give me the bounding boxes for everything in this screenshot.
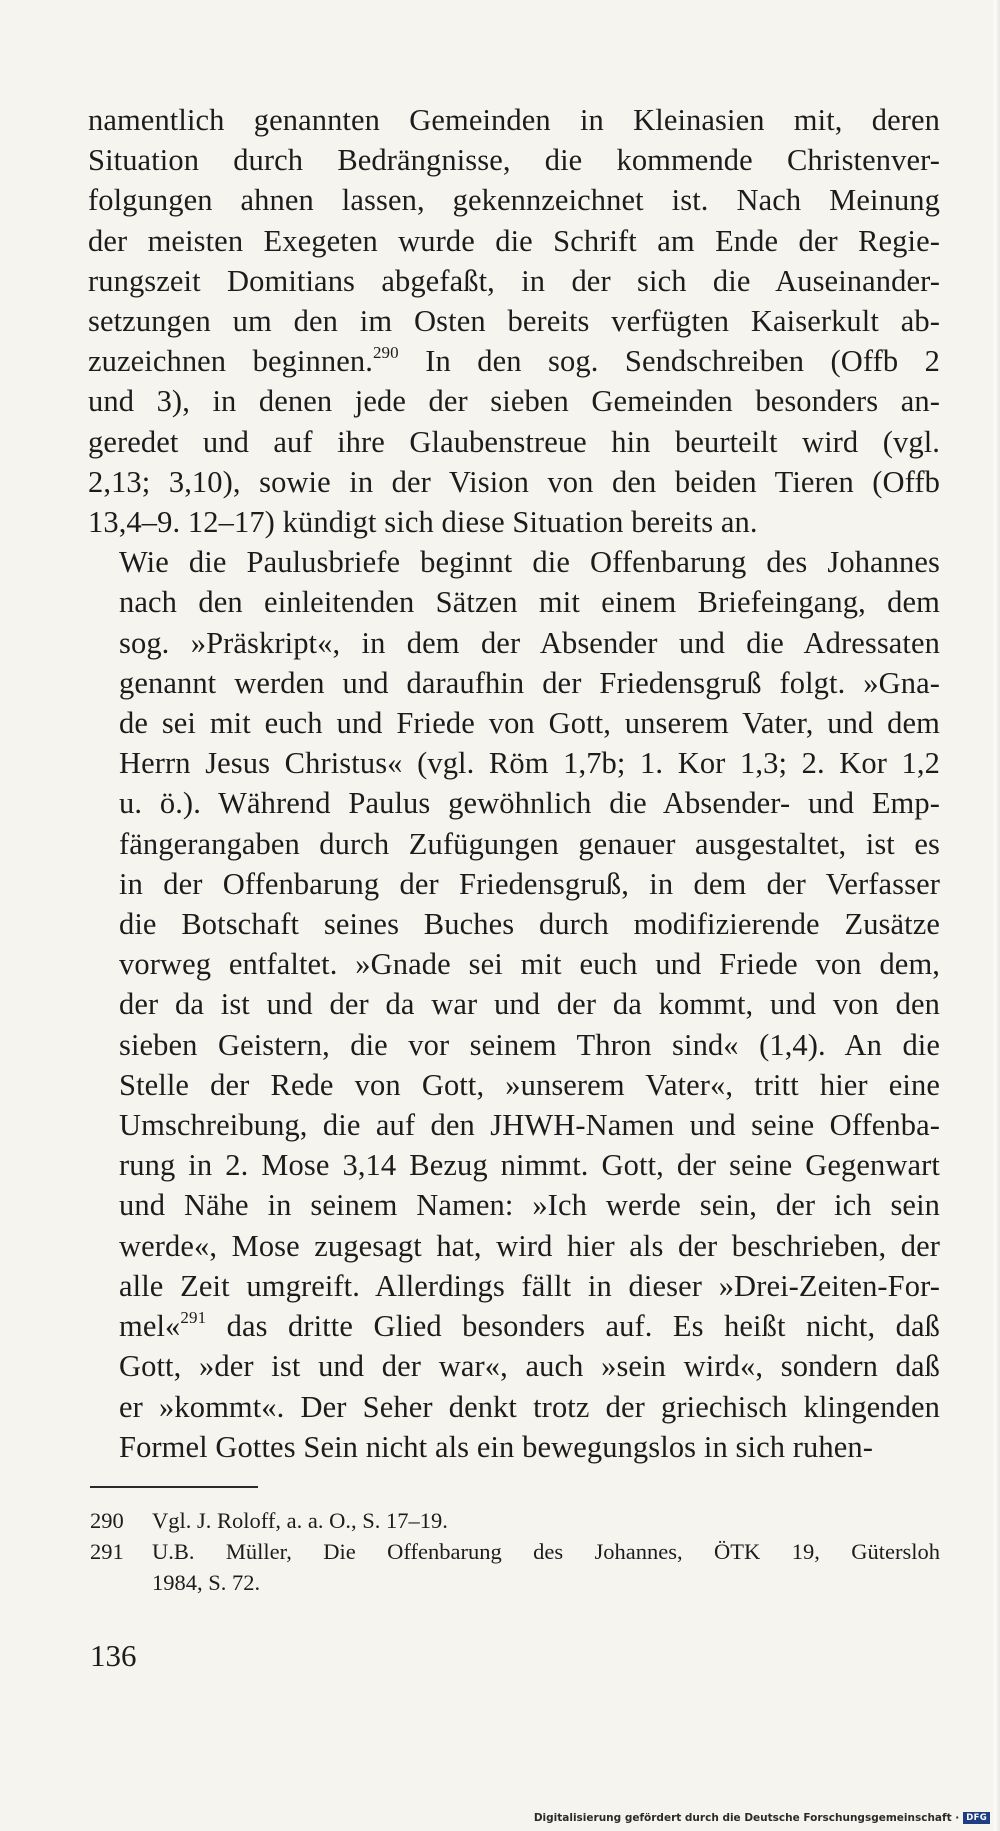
footnote-290: [90, 1505, 940, 1536]
text-line: sieben Geistern, die vor seinem Thron sind« (1,4). An die: [119, 1027, 940, 1062]
footnote-line: Vgl. J. Roloff, a. a. O., S. 17–19.: [152, 1508, 448, 1533]
text-line: Stelle der Rede von Gott, »unserem Vater«, tritt hier eine: [119, 1067, 940, 1102]
text-line: in der Offenbarung der Friedensgruß, in dem der Verfasser: [119, 866, 940, 901]
text-line: genannt werden und daraufhin der Friedensgruß folgt. »Gna-: [119, 665, 940, 700]
footnote-number: 290: [90, 1508, 124, 1533]
footnote-text: [152, 1505, 940, 1536]
text-line: rung in 2. Mose 3,14 Bezug nimmt. Gott, der seine Gegenwart: [119, 1148, 940, 1183]
footnote-291: [90, 1536, 940, 1598]
paragraph-1: [88, 100, 940, 542]
dfg-logo: DFG: [963, 1812, 990, 1824]
text-line: Formel Gottes Sein nicht als ein bewegungslos in sich ruhen-: [119, 1429, 873, 1464]
text-line: zuzeichnen beginnen.$^{290}$ In den sog. Sendschreiben (Offb 2: [88, 343, 940, 379]
footnote-marker[interactable]: 291: [180, 1308, 207, 1328]
text-line: namentlich genannten Gemeinden in Kleinasien mit, deren: [88, 103, 940, 137]
footnote-line: U.B. Müller, Die Offenbarung des Johannes, ÖTK 19, Gütersloh: [152, 1539, 940, 1564]
text-line: rungszeit Domitians abgefaßt, in der sich die Auseinander-: [88, 263, 940, 298]
paragraph-2: [88, 542, 940, 1467]
text-line: geredet und auf ihre Glaubenstreue hin beurteilt wird (vgl.: [88, 424, 940, 459]
text-line: und Nähe in seinem Namen: »Ich werde sein, der ich sein: [119, 1188, 940, 1223]
text-line: nach den einleitenden Sätzen mit einem Briefeingang, dem: [119, 585, 940, 620]
footnote-number: 291: [90, 1539, 124, 1564]
text-line: Wie die Paulusbriefe beginnt die Offenbarung des Johannes: [119, 545, 940, 580]
digitization-credit: [534, 1812, 990, 1824]
text-line: der meisten Exegeten wurde die Schrift am Ende der Regie-: [88, 223, 940, 258]
text-line: werde«, Mose zugesagt hat, wird hier als der beschrieben, der: [119, 1228, 940, 1263]
text-line: Umschreibung, die auf den JHWH-Namen und seine Offenba-: [119, 1108, 940, 1143]
footnote-text: [152, 1536, 940, 1598]
text-line: de sei mit euch und Friede von Gott, unserem Vater, und dem: [119, 706, 940, 741]
text-line: sog. »Präskript«, in dem der Absender und die Adressaten: [119, 625, 940, 660]
scan-edge: [994, 0, 1000, 1831]
text-line: fängerangaben durch Zufügungen genauer ausgestaltet, ist es: [119, 826, 940, 861]
main-text: [88, 100, 940, 1467]
footnote-marker[interactable]: 290: [372, 343, 399, 363]
text-line: 2,13; 3,10), sowie in der Vision von den beiden Tieren (Offb: [88, 464, 940, 499]
text-line: der da ist und der da war und der da kommt, und von den: [119, 987, 940, 1022]
footnotes: [90, 1505, 940, 1598]
credit-text: Digitalisierung gefördert durch die Deutsche Forschungsgemeinschaft ·: [533, 1812, 960, 1824]
text-line: mel«$^{291}$ das dritte Glied besonders auf. Es heißt nicht, daß: [119, 1308, 940, 1344]
text-line: vorweg entfaltet. »Gnade sei mit euch und Friede von dem,: [119, 947, 940, 982]
text-line: u. ö.). Während Paulus gewöhnlich die Absender- und Emp-: [119, 786, 940, 821]
text-line: Situation durch Bedrängnisse, die kommende Christenver-: [88, 143, 940, 178]
text-line: Herrn Jesus Christus« (vgl. Röm 1,7b; 1. Kor 1,3; 2. Kor 1,2: [119, 746, 940, 781]
footnote-separator: [90, 1486, 258, 1488]
text-line: die Botschaft seines Buches durch modifizierende Zusätze: [119, 907, 940, 942]
text-line: Gott, »der ist und der war«, auch »sein wird«, sondern daß: [119, 1349, 940, 1384]
text-line: alle Zeit umgreift. Allerdings fällt in dieser »Drei-Zeiten-For-: [119, 1268, 940, 1303]
page-number: 136: [90, 1638, 137, 1673]
footnote-line: 1984, S. 72.: [152, 1570, 261, 1595]
text-line: er »kommt«. Der Seher denkt trotz der griechisch klingenden: [119, 1389, 940, 1424]
text-line: folgungen ahnen lassen, gekennzeichnet ist. Nach Meinung: [88, 183, 940, 218]
text-line: und 3), in denen jede der sieben Gemeinden besonders an-: [88, 384, 940, 419]
text-line: setzungen um den im Osten bereits verfügten Kaiserkult ab-: [88, 304, 940, 339]
text-line: 13,4–9. 12–17) kündigt sich diese Situation bereits an.: [88, 505, 758, 540]
